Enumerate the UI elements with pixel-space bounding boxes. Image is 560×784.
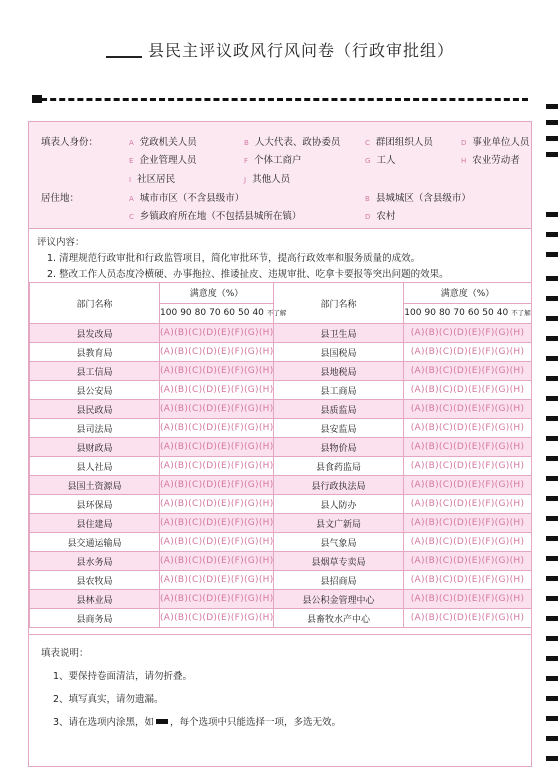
unknown-label: 不了解 (266, 309, 287, 318)
score-choices-right[interactable]: (A)(B)(C)(D)(E)(F)(G)(H) (404, 400, 532, 419)
dept-name-left: 县人社局 (30, 457, 160, 476)
score-choices-left[interactable]: (A)(B)(C)(D)(E)(F)(G)(H) (160, 343, 274, 362)
identity-option[interactable] (129, 152, 196, 166)
dept-name-right: 县公积金管理中心 (274, 590, 404, 609)
score-choices-right[interactable]: (A)(B)(C)(D)(E)(F)(G)(H) (404, 438, 532, 457)
option-text: 乡镇政府所在地（不包括县城所在镇） (139, 211, 302, 222)
timing-mark (546, 104, 558, 109)
dept-name-right: 县招商局 (274, 571, 404, 590)
dept-name-left: 县农牧局 (30, 571, 160, 590)
table-header (30, 283, 532, 304)
option-letter: B (365, 195, 370, 203)
table-row (30, 533, 532, 552)
score-choices-left[interactable]: (A)(B)(C)(D)(E)(F)(G)(H) (160, 362, 274, 381)
dept-name-left: 县发改局 (30, 324, 160, 343)
score-label: 90 (424, 308, 436, 319)
identity-option[interactable] (461, 134, 529, 148)
timing-mark (546, 232, 558, 237)
page-title (0, 38, 560, 61)
score-choices-left[interactable]: (A)(B)(C)(D)(E)(F)(G)(H) (160, 590, 274, 609)
timing-mark (546, 716, 558, 721)
instructions (29, 634, 531, 767)
content-label: 评议内容： (37, 237, 85, 248)
timing-mark (546, 676, 558, 681)
score-label: 80 (194, 308, 207, 319)
identity-option[interactable] (244, 152, 302, 166)
timing-mark (546, 136, 558, 141)
note-item-3-pre: 3、请在选项内涂黑，如 (53, 717, 155, 728)
dept-header-left: 部门名称 (30, 283, 160, 324)
option-text: 人大代表、政协委员 (254, 137, 341, 148)
timing-mark (546, 212, 558, 217)
timing-mark (546, 476, 558, 481)
filled-mark-example (156, 719, 168, 724)
option-text: 事业单位人员 (472, 137, 530, 148)
score-choices-left[interactable]: (A)(B)(C)(D)(E)(F)(G)(H) (160, 495, 274, 514)
dept-name-right: 县食药监局 (274, 457, 404, 476)
dept-name-right: 县畜牧水产中心 (274, 609, 404, 628)
score-choices-right[interactable]: (A)(B)(C)(D)(E)(F)(G)(H) (404, 362, 532, 381)
option-letter: F (244, 157, 249, 165)
option-text: 农村 (376, 211, 396, 222)
score-label: 40 (496, 308, 509, 319)
dept-name-right: 县国税局 (274, 343, 404, 362)
evaluation-content (29, 228, 531, 283)
timing-mark (546, 456, 558, 461)
score-label: 50 (482, 308, 494, 319)
score-scale-right (404, 303, 532, 324)
option-text: 农业劳动者 (472, 155, 520, 166)
dept-name-right: 县工商局 (274, 381, 404, 400)
table-row (30, 438, 532, 457)
timing-mark (546, 616, 558, 621)
satisfaction-header-right: 满意度（%） (404, 283, 532, 304)
score-label: 70 (453, 308, 465, 319)
timing-mark (546, 556, 558, 561)
score-choices-left[interactable]: (A)(B)(C)(D)(E)(F)(G)(H) (160, 324, 274, 343)
dept-name-right: 县气象局 (274, 533, 404, 552)
content-item-2: 2. 整改工作人员态度冷横硬、办事拖拉、推诿扯皮、违规审批、吃拿卡要报等突出问题的效果。 (47, 269, 449, 280)
identity-option[interactable] (365, 152, 395, 166)
timing-mark (546, 276, 558, 281)
table-row (30, 514, 532, 533)
option-text: 工人 (376, 155, 396, 166)
dept-name-left: 县住建局 (30, 514, 160, 533)
identity-option[interactable] (365, 134, 433, 148)
dept-name-left: 县环保局 (30, 495, 160, 514)
dept-name-right: 县卫生局 (274, 324, 404, 343)
dept-header-right: 部门名称 (274, 283, 404, 324)
timing-mark (546, 536, 558, 541)
score-choices-right[interactable]: (A)(B)(C)(D)(E)(F)(G)(H) (404, 514, 532, 533)
timing-mark (546, 736, 558, 741)
top-dashed-divider (32, 98, 528, 101)
page-title-text: 县民主评议政风行风问卷（行政审批组） (147, 41, 454, 60)
score-label: 60 (467, 308, 480, 319)
option-letter: E (129, 157, 134, 165)
table-row (30, 609, 532, 628)
score-choices-left[interactable]: (A)(B)(C)(D)(E)(F)(G)(H) (160, 514, 274, 533)
content-item-1: 1. 清理规范行政审批和行政监管项目，简化审批环节，提高行政效率和服务质量的成效。 (47, 253, 421, 264)
score-label: 60 (223, 308, 235, 319)
timing-mark (546, 120, 558, 125)
dept-name-right: 县物价局 (274, 438, 404, 457)
option-text: 群团组织人员 (375, 137, 433, 148)
timing-mark (546, 756, 558, 761)
score-label: 100 (404, 308, 422, 319)
dept-name-right: 县地税局 (274, 362, 404, 381)
score-choices-left[interactable]: (A)(B)(C)(D)(E)(F)(G)(H) (160, 533, 274, 552)
option-letter: G (365, 157, 371, 165)
timing-mark (546, 396, 558, 401)
timing-mark (546, 356, 558, 361)
score-label: 70 (209, 308, 221, 319)
table-row (30, 381, 532, 400)
score-choices-left[interactable]: (A)(B)(C)(D)(E)(F)(G)(H) (160, 400, 274, 419)
satisfaction-header-left: 满意度（%） (160, 283, 274, 304)
option-letter: D (461, 139, 467, 147)
dept-name-right: 县文广新局 (274, 514, 404, 533)
timing-mark (546, 376, 558, 381)
residence-option[interactable] (365, 190, 471, 204)
dept-name-right: 县安监局 (274, 419, 404, 438)
score-label: 90 (180, 308, 192, 319)
table-row (30, 400, 532, 419)
option-letter: A (129, 195, 134, 203)
respondent-section (29, 122, 531, 228)
option-letter: J (244, 176, 247, 184)
table-row (30, 419, 532, 438)
timing-mark (546, 336, 558, 341)
score-choices-right[interactable]: (A)(B)(C)(D)(E)(F)(G)(H) (404, 476, 532, 495)
table-row (30, 495, 532, 514)
score-choices-right[interactable]: (A)(B)(C)(D)(E)(F)(G)(H) (404, 571, 532, 590)
residence-option[interactable] (365, 208, 395, 222)
option-letter: B (244, 139, 249, 147)
score-choices-left[interactable]: (A)(B)(C)(D)(E)(F)(G)(H) (160, 438, 274, 457)
option-letter: D (365, 213, 371, 221)
dept-name-left: 县民政局 (30, 400, 160, 419)
table-row (30, 571, 532, 590)
score-choices-right[interactable]: (A)(B)(C)(D)(E)(F)(G)(H) (404, 324, 532, 343)
timing-mark (546, 596, 558, 601)
option-letter: H (461, 157, 467, 165)
score-choices-right[interactable]: (A)(B)(C)(D)(E)(F)(G)(H) (404, 552, 532, 571)
dept-name-left: 县交通运输局 (30, 533, 160, 552)
dept-name-left: 县公安局 (30, 381, 160, 400)
score-choices-right[interactable]: (A)(B)(C)(D)(E)(F)(G)(H) (404, 590, 532, 609)
option-text: 党政机关人员 (139, 137, 197, 148)
dept-name-left: 县商务局 (30, 609, 160, 628)
score-choices-right[interactable]: (A)(B)(C)(D)(E)(F)(G)(H) (404, 381, 532, 400)
score-choices-left[interactable]: (A)(B)(C)(D)(E)(F)(G)(H) (160, 381, 274, 400)
score-label: 80 (438, 308, 451, 319)
timing-mark (546, 516, 558, 521)
timing-mark (546, 436, 558, 441)
residence-option[interactable] (129, 190, 244, 204)
option-text: 社区居民 (137, 174, 176, 185)
residence-label: 居住地： (41, 193, 80, 204)
dept-name-right: 县人防办 (274, 495, 404, 514)
option-letter: C (365, 139, 370, 147)
option-text: 城市市区（不含县级市） (139, 193, 245, 204)
dept-name-left: 县财政局 (30, 438, 160, 457)
note-item-1: 1、要保持卷面清洁，请勿折叠。 (53, 671, 193, 682)
identity-option[interactable] (461, 152, 520, 166)
note-item-2: 2、填写真实，请勿遗漏。 (53, 694, 164, 705)
table-row (30, 362, 532, 381)
score-choices-left[interactable]: (A)(B)(C)(D)(E)(F)(G)(H) (160, 609, 274, 628)
residence-option[interactable] (129, 208, 301, 222)
dept-name-left: 县水务局 (30, 552, 160, 571)
notes-label: 填表说明： (41, 648, 89, 659)
table-row (30, 457, 532, 476)
score-label: 50 (238, 308, 250, 319)
table-row (30, 590, 532, 609)
dept-name-right: 县行政执法局 (274, 476, 404, 495)
timing-mark (546, 296, 558, 301)
dept-name-left: 县国土资源局 (30, 476, 160, 495)
score-choices-left[interactable]: (A)(B)(C)(D)(E)(F)(G)(H) (160, 419, 274, 438)
answer-sheet (28, 121, 532, 767)
option-letter: A (129, 139, 134, 147)
option-text: 个体工商户 (254, 155, 302, 166)
identity-option[interactable] (244, 134, 340, 148)
note-item-3-post: ，每个选项中只能选择一项，多选无效。 (170, 717, 342, 728)
dept-name-left: 县教育局 (30, 343, 160, 362)
score-choices-left[interactable]: (A)(B)(C)(D)(E)(F)(G)(H) (160, 457, 274, 476)
dept-name-right: 县质监局 (274, 400, 404, 419)
timing-mark (32, 95, 42, 103)
timing-mark (546, 252, 558, 257)
score-label: 100 (160, 308, 178, 319)
satisfaction-table (29, 282, 532, 628)
score-choices-right[interactable]: (A)(B)(C)(D)(E)(F)(G)(H) (404, 533, 532, 552)
score-scale-left (160, 303, 287, 324)
score-choices-right[interactable]: (A)(B)(C)(D)(E)(F)(G)(H) (404, 343, 532, 362)
identity-label: 填表人身份： (41, 137, 99, 148)
timing-mark (546, 696, 558, 701)
unknown-label: 不了解 (511, 309, 531, 318)
score-choices-right[interactable]: (A)(B)(C)(D)(E)(F)(G)(H) (404, 495, 532, 514)
timing-marks-right (544, 92, 560, 782)
timing-mark (546, 152, 558, 157)
score-choices-right[interactable]: (A)(B)(C)(D)(E)(F)(G)(H) (404, 609, 532, 628)
option-text: 企业管理人员 (139, 155, 197, 166)
score-choices-right[interactable]: (A)(B)(C)(D)(E)(F)(G)(H) (404, 457, 532, 476)
option-letter: I (129, 176, 132, 184)
option-text: 县城城区（含县级市） (375, 193, 471, 204)
table-row (30, 343, 532, 362)
score-label: 40 (252, 308, 264, 319)
identity-option[interactable] (129, 134, 197, 148)
timing-mark (546, 316, 558, 321)
dept-name-left: 县工信局 (30, 362, 160, 381)
title-blank-line (106, 56, 142, 58)
option-text: 其他人员 (252, 174, 291, 185)
note-item-3 (53, 714, 341, 728)
timing-mark (546, 416, 558, 421)
score-choices-left[interactable]: (A)(B)(C)(D)(E)(F)(G)(H) (160, 571, 274, 590)
score-choices-left[interactable]: (A)(B)(C)(D)(E)(F)(G)(H) (160, 476, 274, 495)
timing-mark (546, 576, 558, 581)
timing-mark (546, 656, 558, 661)
option-letter: C (129, 213, 134, 221)
identity-option[interactable] (129, 171, 175, 185)
timing-mark (546, 636, 558, 641)
table-row (30, 324, 532, 343)
score-choices-right[interactable]: (A)(B)(C)(D)(E)(F)(G)(H) (404, 419, 532, 438)
identity-option[interactable] (244, 171, 290, 185)
table-row (30, 552, 532, 571)
table-row (30, 476, 532, 495)
timing-mark (546, 496, 558, 501)
dept-name-left: 县林业局 (30, 590, 160, 609)
score-choices-left[interactable]: (A)(B)(C)(D)(E)(F)(G)(H) (160, 552, 274, 571)
dept-name-left: 县司法局 (30, 419, 160, 438)
dept-name-right: 县烟草专卖局 (274, 552, 404, 571)
